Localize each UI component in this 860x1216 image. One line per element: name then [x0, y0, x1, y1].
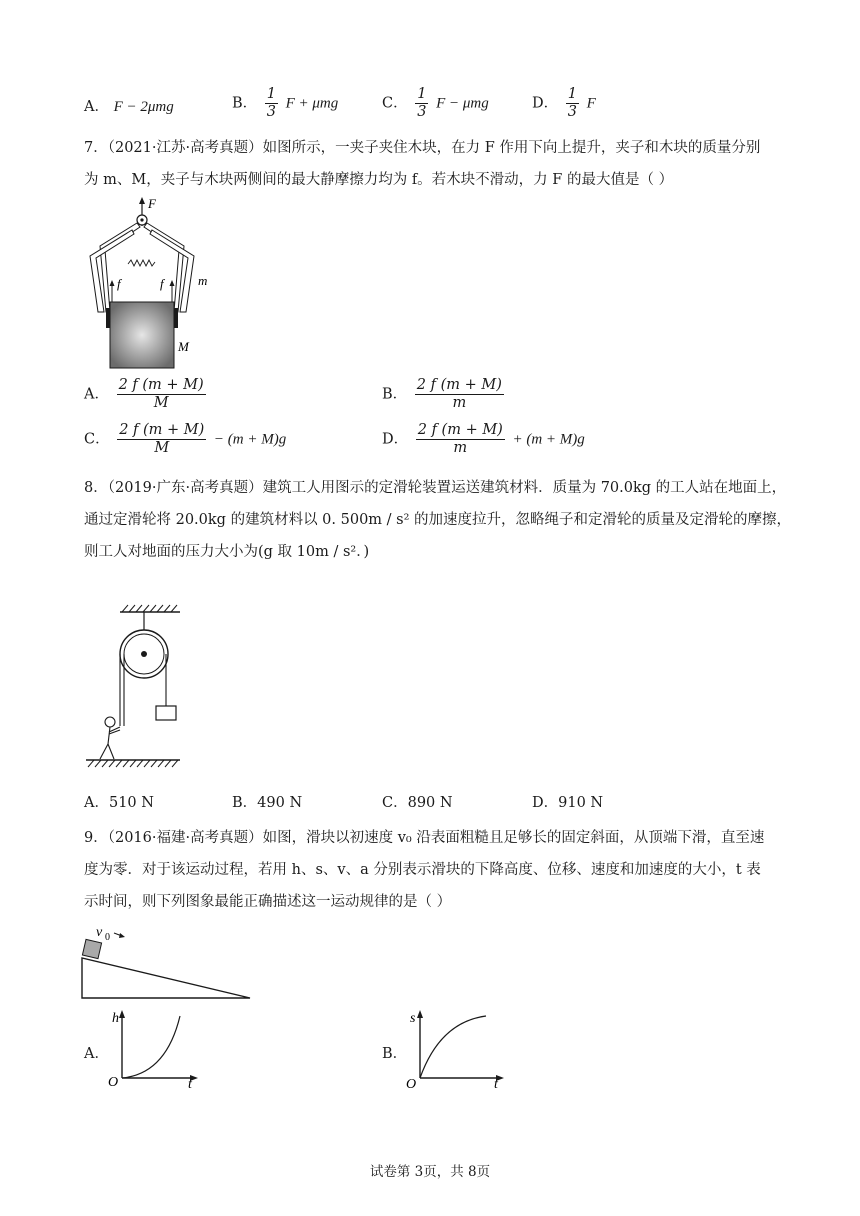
numerator: 1 [266, 86, 276, 102]
force-label: F [148, 196, 156, 211]
fraction [117, 377, 206, 412]
option-formula: − (m + M)g [213, 431, 287, 448]
q9-option-b-letter: B． [382, 1046, 408, 1062]
denominator: M [153, 395, 169, 411]
q7-option-c [84, 422, 286, 457]
option-letter: D． [532, 95, 559, 112]
clip-mass-label: m [198, 273, 208, 288]
fraction [117, 422, 206, 457]
axis-label-t: t [494, 1077, 498, 1092]
option-letter: B． [232, 795, 258, 811]
numerator: 2 f (m + M) [119, 422, 205, 438]
option-letter: A． [84, 386, 109, 403]
q7-option-a [84, 377, 209, 412]
option-letter: C． [84, 431, 110, 448]
clip-block-figure [84, 196, 214, 371]
numerator: 1 [417, 86, 427, 102]
option-letter: D． [532, 795, 559, 811]
option-letter: A． [84, 795, 109, 811]
denominator: M [154, 440, 170, 456]
option-text: 490 N [257, 795, 303, 811]
denominator: 3 [417, 104, 427, 120]
numerator: 2 f (m + M) [417, 422, 503, 438]
option-letter: C． [382, 795, 408, 811]
q7-stem-line-2: 为 m、M，夹子与木块两侧间的最大静摩擦力均为 f。若木块不滑动，力 F 的最大值是（ ） [84, 172, 674, 188]
fraction [416, 422, 505, 457]
q7-stem-line-1: 7．（2021·江苏·高考真题）如图所示，一夹子夹住木块，在力 F 作用下向上提升，夹子和木块的质量分别 [84, 140, 761, 156]
page-footer: 试卷第 3页，共 8页 [369, 1164, 491, 1180]
graph-a-h-vs-t [108, 1008, 208, 1092]
fraction [415, 377, 504, 412]
initial-velocity-subscript: 0 [105, 932, 110, 943]
option-formula: + (m + M)g [512, 431, 585, 448]
option-formula: F − 2μmg [113, 99, 174, 115]
friction-label-left: f [117, 276, 121, 291]
option-text: 890 N [407, 795, 453, 811]
q6-option-a [84, 95, 174, 116]
q7-option-d [382, 422, 585, 457]
q7-option-b [382, 377, 507, 412]
q9-stem-line-1: 9．（2016·福建·高考真题）如图，滑块以初速度 v₀ 沿表面粗糙且足够长的固定斜面，从顶端下滑，直至速 [84, 830, 765, 846]
graph-b-s-vs-t [406, 1008, 516, 1092]
axis-label-h: h [112, 1011, 119, 1026]
incline-figure [80, 922, 255, 1002]
q6-option-c [382, 86, 489, 121]
option-formula: F − μmg [436, 95, 489, 112]
denominator: m [453, 440, 468, 456]
option-letter: B． [382, 386, 408, 403]
axis-label-t: t [188, 1077, 192, 1092]
friction-label-right: f [160, 276, 164, 291]
option-formula: F + μmg [285, 95, 339, 112]
option-letter: A． [84, 99, 109, 115]
q8-option-d [532, 791, 603, 812]
option-text: 510 N [108, 795, 154, 811]
q8-stem-line-1: 8．（2019·广东·高考真题）建筑工人用图示的定滑轮装置运送建筑材料．质量为 70.0kg 的工人站在地面上， [84, 480, 787, 496]
q8-option-c [382, 791, 453, 812]
fraction [265, 86, 278, 121]
fraction [566, 86, 579, 121]
axis-label-s: s [410, 1011, 416, 1026]
block-mass-label: M [178, 339, 189, 354]
fraction [415, 86, 428, 121]
option-letter: D． [382, 431, 409, 448]
q8-stem-line-2: 通过定滑轮将 20.0kg 的建筑材料以 0. 500m / s² 的加速度拉升，忽略绳子和定滑轮的质量及定滑轮的摩擦， [84, 512, 792, 528]
q9-option-a-letter: A． [84, 1046, 109, 1062]
option-letter: C． [382, 95, 408, 112]
numerator: 2 f (m + M) [416, 377, 502, 393]
initial-velocity-label: v [96, 925, 103, 940]
q8-option-b [232, 791, 302, 812]
q8-option-a [84, 791, 154, 812]
numerator: 1 [567, 86, 577, 102]
q9-stem-line-2: 度为零．对于该运动过程，若用 h、s、v、a 分别表示滑块的下降高度、位移、速度和加速度的大小，t 表 [84, 862, 761, 878]
origin-label: O [406, 1077, 417, 1092]
option-letter: B． [232, 95, 258, 112]
q6-option-b [232, 86, 338, 121]
q8-stem-line-3: 则工人对地面的压力大小为(g 取 10m / s²．) [84, 544, 370, 560]
pulley-figure [84, 604, 184, 768]
q6-option-d [532, 86, 596, 121]
denominator: 3 [567, 104, 577, 120]
numerator: 2 f (m + M) [118, 377, 204, 393]
denominator: 3 [266, 104, 276, 120]
origin-label: O [108, 1075, 119, 1090]
option-text: 910 N [558, 795, 604, 811]
option-formula: F [586, 95, 596, 112]
q9-stem-line-3: 示时间，则下列图象最能正确描述这一运动规律的是（ ） [84, 894, 452, 910]
denominator: m [452, 395, 467, 411]
